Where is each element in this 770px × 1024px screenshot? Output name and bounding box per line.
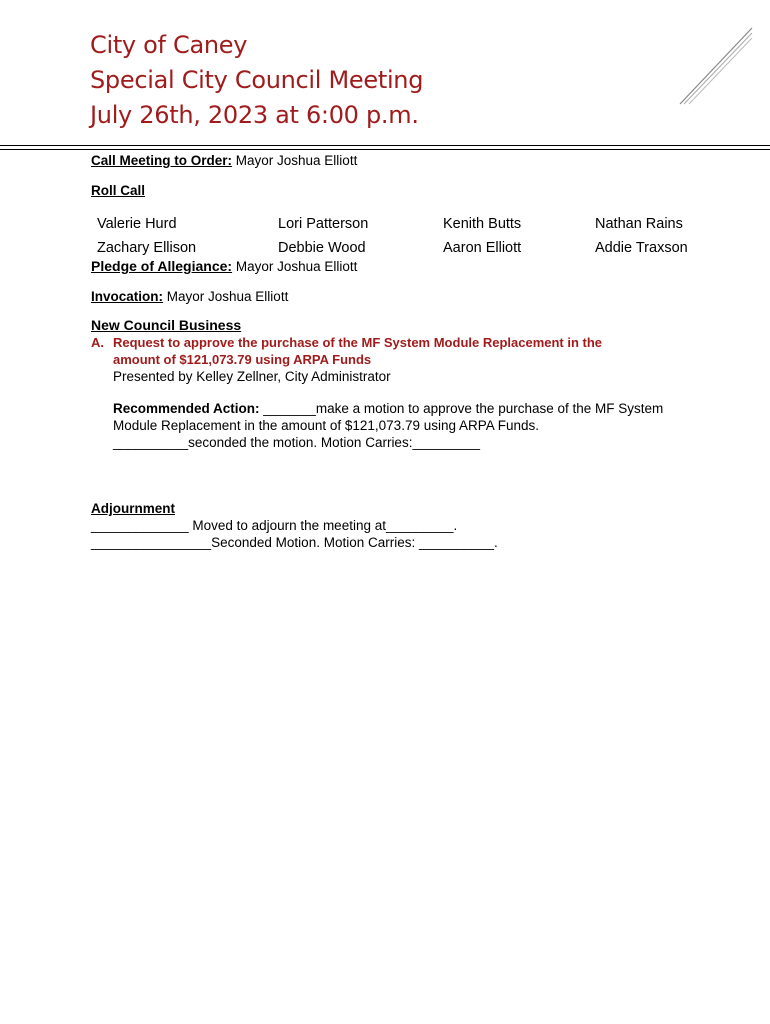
new-business-heading [91, 317, 241, 334]
call-to-order-value: Mayor Joshua Elliott [232, 153, 358, 168]
roll-member: Aaron Elliott [443, 240, 522, 256]
recommended-action-text: _______make a motion to approve the purchase of the MF System [259, 401, 664, 416]
pledge-label: Pledge of Allegiance: [91, 258, 233, 274]
document-title [90, 28, 423, 133]
agenda-item-a [91, 334, 602, 368]
adjournment-heading [91, 500, 175, 517]
adjournment-line2: ________________Seconded Motion. Motion Carries: __________. [91, 535, 498, 550]
item-title-line2: amount of $121,073.79 using ARPA Funds [113, 352, 372, 367]
call-to-order [91, 152, 357, 169]
item-letter: A. [91, 335, 104, 350]
recommended-action-label: Recommended Action: [113, 401, 260, 416]
recommended-action-line3: __________seconded the motion. Motion Carries:_________ [113, 435, 481, 450]
adjournment-line1: _____________ Moved to adjourn the meeting at_________. [91, 518, 458, 533]
item-title-line1: Request to approve the purchase of the MF System Module Replacement in the [113, 335, 603, 350]
roll-member: Valerie Hurd [97, 216, 177, 232]
presented-by: Presented by Kelley Zellner, City Administrator [113, 369, 391, 384]
pledge-value: Mayor Joshua Elliott [232, 259, 358, 274]
invocation-label: Invocation: [91, 289, 164, 304]
roll-member: Kenith Butts [443, 216, 522, 232]
roll-member: Debbie Wood [278, 240, 366, 256]
decorative-lines-icon [676, 24, 756, 108]
recommended-action-line1 [113, 400, 663, 417]
invocation-value: Mayor Joshua Elliott [163, 289, 289, 304]
recommended-action-line2: Module Replacement in the amount of $121,073.79 using ARPA Funds. [113, 418, 540, 433]
roll-member: Lori Patterson [278, 216, 369, 232]
roll-member: Addie Traxson [595, 240, 688, 256]
title-date: July 26th, 2023 at 6:00 p.m. [90, 101, 419, 129]
roll-call-label: Roll Call [91, 183, 146, 198]
invocation [91, 288, 288, 305]
roll-call-heading [91, 182, 145, 199]
title-meeting: Special City Council Meeting [90, 66, 424, 94]
title-city: City of Caney [90, 31, 248, 59]
header-divider-secondary [0, 149, 770, 150]
call-to-order-label: Call Meeting to Order: [91, 153, 233, 168]
adjournment-label: Adjournment [91, 501, 175, 516]
roll-member: Nathan Rains [595, 216, 683, 232]
roll-member: Zachary Ellison [97, 240, 197, 256]
header-divider [0, 145, 770, 146]
new-business-label: New Council Business [91, 317, 242, 333]
pledge [91, 258, 357, 275]
